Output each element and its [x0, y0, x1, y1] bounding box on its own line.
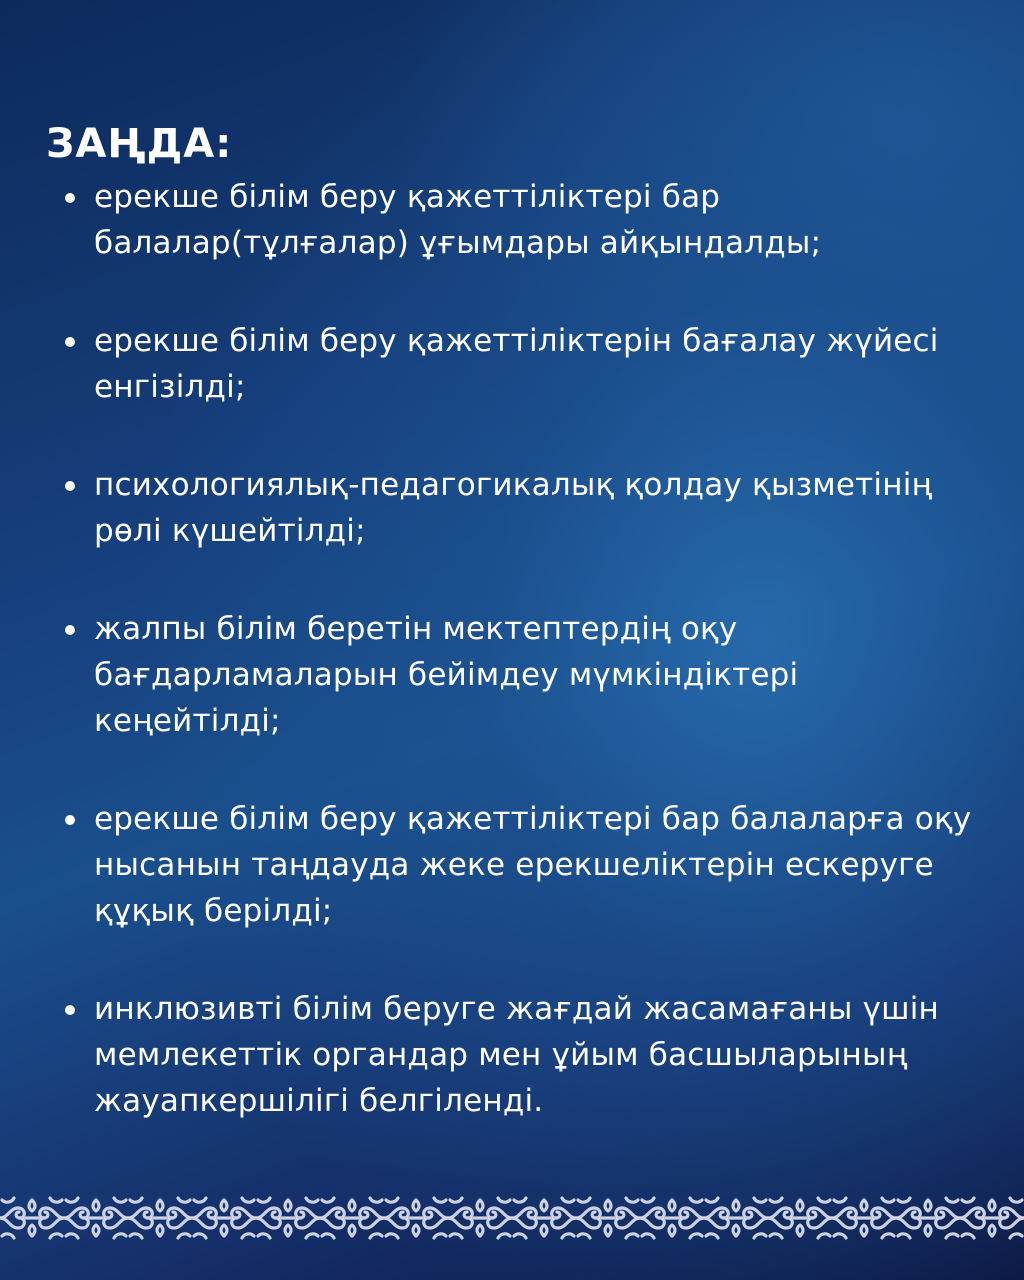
list-item [60, 174, 980, 266]
bullet-dot-icon [65, 337, 75, 347]
bullet-dot-icon [65, 193, 75, 203]
list-item [60, 318, 980, 410]
list-item-text: психологиялық-педагогикалық қолдау қызметінің рөлі күшейтілді; [94, 467, 933, 549]
bullet-dot-icon [65, 625, 75, 635]
law-points-list [60, 174, 980, 1176]
list-item-text: инклюзивті білім беруге жағдай жасамағаны үшін мемлекеттік органдар мен ұйым басшыларының жауапкершілігі белгіленді. [94, 991, 939, 1119]
bullet-dot-icon [65, 1005, 75, 1015]
list-item-text: ерекше білім беру қажеттіліктері бар балаларға оқу нысанын таңдауда жеке ерекшеліктерін ескеруге құқық берілді; [94, 801, 972, 929]
kazakh-ornament-border [0, 1194, 1024, 1242]
bullet-dot-icon [65, 815, 75, 825]
list-item-text: жалпы білім беретін мектептердің оқу бағдарламаларын бейімдеу мүмкіндіктері кеңейтілді; [94, 611, 799, 739]
bullet-dot-icon [65, 481, 75, 491]
list-item [60, 606, 980, 744]
list-item [60, 986, 980, 1124]
list-item [60, 462, 980, 554]
list-item [60, 796, 980, 934]
page-title: ЗАҢДА: [46, 121, 233, 167]
list-item-text: ерекше білім беру қажеттіліктерін бағалау жүйесі енгізілді; [94, 323, 939, 405]
list-item-text: ерекше білім беру қажеттіліктері бар балалар(тұлғалар) ұғымдары айқындалды; [94, 179, 822, 261]
